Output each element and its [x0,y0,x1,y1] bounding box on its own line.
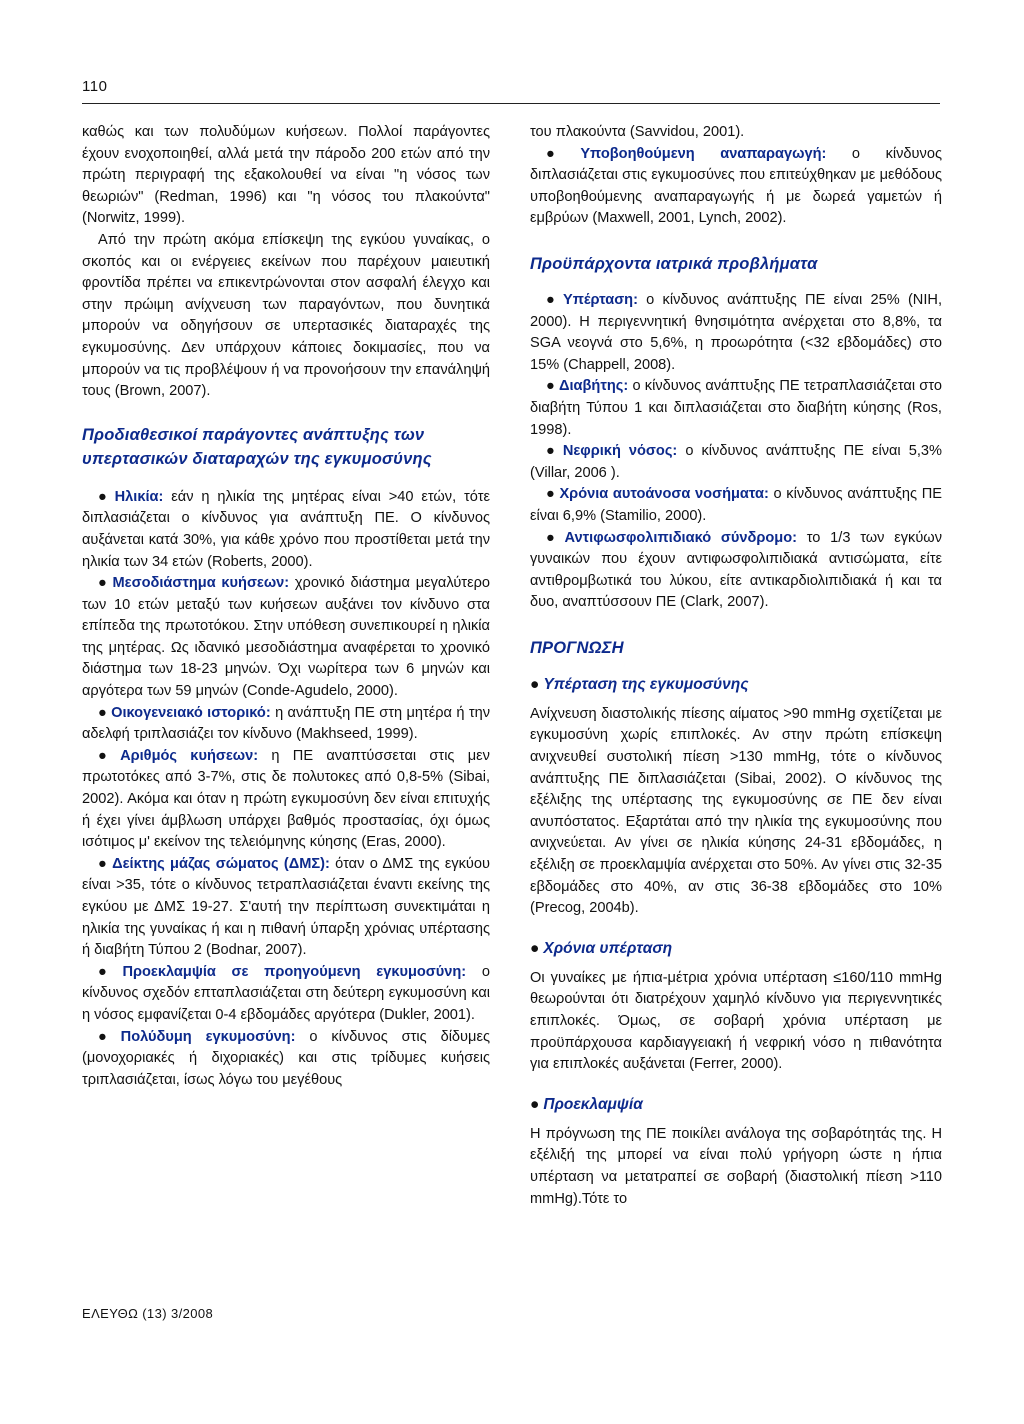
bullet-text: χρονικό διάστημα μεγαλύτερο των 10 ετών μεταξύ των κυήσεων αυξάνει τον κίνδυνο στα επίπεδα της πρωτοτόκου. Στην υπόθεση συνεπικουρεί η ηλικία της μητέρας. Ως ιδανικό μεσοδιάστημα αναφέρεται το χρονικό διάστημα των 18-23 μηνών. Όχι νωρίτερα των 6 μηνών και αργότερα των 59 μηνών (Conde-Agudelo, 2000). [82,575,490,700]
bullet-term: Μεσοδιάστημα κυήσεων: [112,575,290,592]
bullet-icon: ● [98,1028,117,1045]
bullet-item [82,854,490,962]
bullet-text: ο κίνδυνος ανάπτυξης ΠΕ είναι 6,9% (Stamilio, 2000). [530,486,942,524]
bullet-item [82,962,490,1027]
subsection-heading [530,1094,942,1116]
bullet-item [82,573,490,703]
bullet-icon: ● [546,443,559,460]
bullet-icon: ● [546,486,556,503]
bullet-icon: ● [546,378,555,395]
section-heading: ΠΡΟΓΝΩΣΗ [530,638,624,657]
bullet-term: Πολύδυμη εγκυμοσύνη: [120,1028,296,1045]
page-number: 110 [82,78,108,95]
bullet-text: ο κίνδυνος ανάπτυξης ΠΕ είναι 5,3% (Villar, 2006 ). [530,443,942,481]
bullet-text: η ανάπτυξη ΠΕ στη μητέρα ή την αδελφή τριπλασιάζει τον κίνδυνο (Makhseed, 1999). [82,704,490,743]
bullet-term: Οικογενειακό ιστορικό: [111,704,271,721]
paragraph: Η πρόγνωση της ΠΕ ποικίλει ανάλογα της σοβαρότητάς της. Η εξέλιξή της μπορεί να είναι πολύ γρήγορη ώστε η ήπια υπέρταση να μετατραπεί σε σοβαρή (διαστολική πίεση >110 mmHg).Τότε το [530,1125,942,1207]
subsection-title: Χρόνια υπέρταση [543,939,673,957]
subsection-heading [530,674,942,696]
bullet-text: το 1/3 των εγκύων γυναικών που έχουν αντιφωσφολιπιδιακά αντισώματα, είτε αντιθρομβωτικά του λύκου, είτε αντικαρδιολιπιδιακά ή και τα δυο, αναπτύσσουν ΠΕ (Clark, 2007). [530,529,942,611]
section-heading: Προϋπάρχοντα ιατρικά προβλήματα [530,254,818,273]
bullet-term: Νεφρική νόσος: [562,443,678,460]
bullet-icon: ● [98,747,117,764]
bullet-term: Υποβοηθούμενη αναπαραγωγή: [580,145,827,162]
bullet-text: εάν η ηλικία της μητέρας είναι >40 ετών, τότε διπλασιάζεται ο κίνδυνος για ανάπτυξη ΠΕ. Ο κίνδυνος αυξάνεται κατά 30%, για κάθε χρόνο που προστίθεται μετά την ηλικία των 34 ετών (Roberts, 2000). [82,488,490,570]
paragraph: Οι γυναίκες με ήπια-μέτρια χρόνια υπέρταση ≤160/110 mmHg θεωρούνται ότι διατρέχουν χαμηλό κίνδυνο για περιγεννητικές επιπλοκές. Όμως, σε σοβαρή χρόνια υπέρταση με προϋπάρχουσα καρδιαγγειακή ή νεφρική νόσο η πιθανότητα για επιπλοκές αυξάνεται (Ferrer, 2000). [530,969,942,1073]
bullet-icon: ● [546,291,559,308]
bullet-text: όταν ο ΔΜΣ της εγκύου είναι >35, τότε ο κίνδυνος τετραπλασιάζεται έναντι εκείνης της εγκύου με ΔΜΣ 19-27. Σ'αυτή την περίπτωση συνεκτιμάται η ηλικία της γυναίκας ή και η πιθανή ύπαρξη χρόνιας υπέρτασης ή διαβήτη Τύπου 2 (Bodnar, 2007). [82,855,490,959]
bullet-text: ο κίνδυνος στις δίδυμες (μονοχοριακές ή διχοριακές) και στις τρίδυμες κυήσεις τριπλασιάζεται, ίσως λόγω του μεγέθους [82,1028,490,1088]
bullet-term: Αριθμός κυήσεων: [120,747,259,764]
bullet-item [82,746,490,854]
bullet-icon: ● [98,704,108,721]
bullet-icon: ● [98,575,109,592]
bullet-term: Υπέρταση: [563,291,638,308]
bullet-term: Ηλικία: [114,488,164,505]
subsection-heading [530,938,942,960]
bullet-icon: ● [98,488,111,505]
paragraph: Από την πρώτη ακόμα επίσκεψη της εγκύου γυναίκας, ο σκοπός και οι ενέργειες εκείνων που παρέχουν μαιευτική φροντίδα πρέπει να επικεντρώνονται στον ασφαλή έλεγχο και στην πρώιμη ανίχνευση των παραγόντων, που δυνητικά μπορούν να οδηγήσουν σε υπερτασικές διαταραχές της εγκυμοσύνης. Δεν υπάρχουν κάποιες δοκιμασίες, που να μπορούν να τις προβλέψουν ή να προνοήσουν την επανάληψή τους (Brown, 2007). [82,231,490,400]
bullet-icon: ● [98,855,109,872]
bullet-item [82,487,490,573]
paragraph: του πλακούντα (Savvidou, 2001). [530,124,745,140]
bullet-text: ο κίνδυνος σχεδόν επταπλασιάζεται στη δεύτερη εγκυμοσύνη και η νόσος εμφανίζεται 0-4 εβδομάδες αργότερα (Dukler, 2001). [82,963,490,1023]
bullet-item [530,376,942,441]
header-rule [82,103,940,104]
bullet-item [82,1027,490,1092]
bullet-item [82,703,490,746]
bullet-term: Προεκλαμψία σε προηγούμενη εγκυμοσύνη: [122,963,467,980]
bullet-item [530,528,942,614]
bullet-term: Δείκτης μάζας σώματος (ΔΜΣ): [112,855,330,872]
bullet-icon: ● [546,529,561,546]
bullet-icon: ● [98,963,119,980]
bullet-term: Διαβήτης: [559,378,629,395]
bullet-text: η ΠΕ αναπτύσσεται στις μεν πρωτοτόκες από 3-7%, στις δε πολυτοκες από 0,8-5% (Sibai, 2002). Ακόμα και όταν η πρώτη εγκυμοσύνη δεν είναι επιτυχής ή έχει γίνει άμβλωση υπάρχει βαθμός προστασίας, όχι όμως ισότιμος μ' εκείνον της τελειόμηνης κύησης (Eras, 2000). [82,747,490,851]
bullet-item [530,290,942,376]
bullet-item [530,484,942,527]
journal-footer: ΕΛΕΥΘΩ (13) 3/2008 [82,1306,214,1321]
bullet-term: Χρόνια αυτοάνοσα νοσήματα: [559,486,769,503]
paragraph: Ανίχνευση διαστολικής πίεσης αίματος >90 mmHg σχετίζεται με εγκυμοσύνη χωρίς επιπλοκές. Αν στην πρώτη επίσκεψη ανιχνευθεί συστολική πίεση >130 mmHg, τότε ο κίνδυνος ανάπτυξης ΠΕ διπλασιάζεται (Sibai, 2002). Ο κίνδυνος της εξέλιξης της υπέρτασης της εγκυμοσύνης σε ΠΕ δεν είναι ανυπόστατος. Εξαρτάται από την ηλικία της εγκυμοσύνης που ανιχνεύεται. Αν γίνει σε ηλικία κύησης 24-31 εβδομάδες, η εξέλιξη σε προεκλαμψία ανέρχεται στο 50%. Αν γίνει στις 32-35 εβδομάδες στο 40%, αν στις 36-38 εβδομάδες στο 10% (Precog, 2004b). [530,705,942,917]
bullet-icon: ● [530,675,540,693]
bullet-term: Αντιφωσφολιπιδιακό σύνδρομο: [564,529,797,546]
section-heading: Προδιαθεσικοί παράγοντες ανάπτυξης των υπερτασικών διαταραχών της εγκυμοσύνης [82,425,432,468]
subsection-title: Προεκλαμψία [543,1095,643,1113]
bullet-text: ο κίνδυνος ανάπτυξης ΠΕ τετραπλασιάζεται στο διαβήτη Τύπου 1 και διπλασιάζεται στο διαβήτη κύησης (Ros, 1998). [530,378,942,438]
bullet-item [530,144,942,230]
bullet-text: ο κίνδυνος ανάπτυξης ΠΕ είναι 25% (NIH, 2000). Η περιγεννητική θνησιμότητα ανέρχεται στο 8,8%, τα SGA νεογνά στο 5,6%, η προωρότητα (<32 εβδομάδες) στο 15% (Chappell, 2008). [530,291,942,373]
paragraph: καθώς και των πολυδύμων κυήσεων. Πολλοί παράγοντες έχουν ενοχοποιηθεί, αλλά μετά την πάροδο 200 ετών από την πρώτη περιγραφή της εξακολουθεί να είναι "η νόσος των θεωριών" (Redman, 1996) και "η νόσος του πλακούντα" (Norwitz, 1999). [82,124,490,227]
bullet-icon: ● [530,939,540,957]
subsection-title: Υπέρταση της εγκυμοσύνης [543,675,749,693]
bullet-icon: ● [546,145,577,162]
bullet-text: ο κίνδυνος διπλασιάζεται στις εγκυμοσύνες που επιτεύχθηκαν με μεθόδους υποβοηθούμενης αναπαραγωγής ή με δωρεά γαμετών ή εμβρύων (Maxwell, 2001, Lynch, 2002). [530,145,942,227]
right-column [530,122,942,1210]
bullet-icon: ● [530,1095,540,1113]
bullet-item [530,441,942,484]
left-column [82,122,490,1091]
